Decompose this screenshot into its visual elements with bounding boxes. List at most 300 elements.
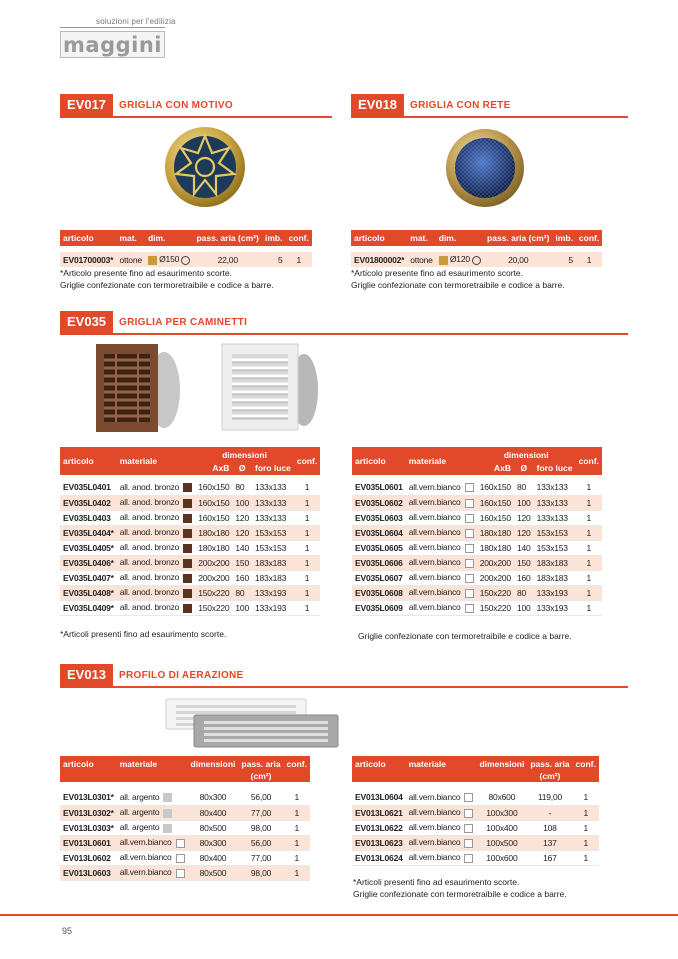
cell-articolo: EV035L0409* bbox=[63, 602, 114, 613]
col-dim: dim. bbox=[436, 230, 484, 246]
col-pass-aria-unit: (cm²) bbox=[238, 769, 283, 782]
table-row bbox=[60, 600, 320, 615]
table-header-row bbox=[60, 230, 312, 246]
cell-pass-aria: 77,00 bbox=[250, 852, 272, 863]
cell-articolo: EV035L0607 bbox=[355, 572, 403, 583]
cell-materiale: all. argento bbox=[119, 822, 160, 833]
cell-foro-luce: 183x183 bbox=[536, 572, 568, 583]
cell-pass-aria: 98,00 bbox=[250, 867, 272, 878]
cell-diameter: 80 bbox=[235, 587, 245, 598]
table-header-row bbox=[60, 756, 310, 769]
color-swatch bbox=[465, 574, 474, 583]
cell-conf: 1 bbox=[586, 572, 592, 583]
ev018-code: EV018 bbox=[351, 94, 404, 116]
cell-axb: 200x200 bbox=[198, 572, 230, 583]
cell-foro-luce: 133x133 bbox=[536, 512, 568, 523]
col-axb: AxB bbox=[477, 460, 514, 475]
cell-articolo: EV035L0402 bbox=[63, 497, 111, 508]
cell-materiale: all.vern.bianco bbox=[408, 852, 461, 863]
cell-foro-luce: 133x133 bbox=[536, 497, 568, 508]
ev017-rule bbox=[60, 116, 332, 118]
table-row bbox=[60, 510, 320, 525]
table-row bbox=[352, 805, 599, 820]
cell-diameter: 120 bbox=[235, 512, 249, 523]
color-swatch bbox=[183, 499, 192, 508]
cell-articolo: EV035L0605 bbox=[355, 542, 403, 553]
table-row bbox=[352, 495, 602, 510]
ev018-title: GRIGLIA CON RETE bbox=[410, 100, 511, 111]
cell-foro-luce: 133x133 bbox=[536, 482, 568, 493]
ev013-right-table bbox=[352, 756, 599, 866]
cell-diameter: 150 bbox=[235, 557, 249, 568]
cell-conf: 1 bbox=[304, 602, 310, 613]
cell-diameter: 100 bbox=[516, 602, 531, 613]
col-pass-aria: pass. aria bbox=[238, 756, 283, 769]
cell-dimensioni: 80x400 bbox=[199, 852, 227, 863]
color-swatch bbox=[176, 854, 185, 863]
cell-materiale: all. argento bbox=[119, 792, 160, 803]
col-mat: mat. bbox=[116, 230, 145, 246]
color-swatch bbox=[163, 793, 172, 802]
color-swatch bbox=[464, 793, 473, 802]
color-swatch bbox=[163, 824, 172, 833]
cell-conf: 1 bbox=[304, 542, 310, 553]
col-imb: imb. bbox=[262, 230, 286, 246]
table-row bbox=[60, 820, 310, 835]
col-conf: conf. bbox=[284, 756, 310, 782]
cell-foro-luce: 183x183 bbox=[536, 557, 568, 568]
cell-dimensioni: 80x300 bbox=[199, 837, 227, 848]
col-dimensioni: dimensioni bbox=[188, 756, 239, 782]
table-row bbox=[60, 555, 320, 570]
color-swatch bbox=[183, 574, 192, 583]
cell-articolo: EV035L0601 bbox=[355, 482, 403, 493]
cell-foro-luce: 133x133 bbox=[255, 482, 287, 493]
cell-materiale: all. anod. bronzo bbox=[119, 482, 180, 493]
cell-articolo: EV013L0603 bbox=[63, 867, 111, 878]
ev035-title: GRIGLIA PER CAMINETTI bbox=[119, 317, 248, 328]
col-dimensioni: dimensioni bbox=[195, 447, 294, 460]
cell-materiale: all.vern.bianco bbox=[408, 557, 461, 568]
cell-articolo: EV013L0602 bbox=[63, 852, 111, 863]
col-materiale: materiale bbox=[406, 756, 477, 782]
table-header-row bbox=[351, 230, 602, 246]
cell-diameter: 80 bbox=[516, 482, 527, 493]
gold-swatch bbox=[148, 256, 157, 265]
color-swatch bbox=[465, 529, 474, 538]
cell-materiale: all.vern.bianco bbox=[408, 542, 461, 553]
ev017-code: EV017 bbox=[60, 94, 113, 116]
grille-mesh-image bbox=[445, 128, 525, 208]
ev035-note-right: Griglie confezionate con termoretraibile e codice a barre. bbox=[358, 631, 572, 641]
ev035-rule bbox=[60, 333, 628, 335]
table-row bbox=[60, 835, 310, 850]
cell-conf: 1 bbox=[304, 557, 310, 568]
table-row bbox=[352, 835, 599, 850]
cell-foro-luce: 133x133 bbox=[255, 512, 287, 523]
col-articolo: articolo bbox=[352, 447, 406, 475]
cell-axb: 200x200 bbox=[479, 557, 511, 568]
ev017-note-1: *Articolo presente fino ad esaurimento scorte. bbox=[60, 268, 232, 278]
cell-conf: 1 bbox=[586, 602, 592, 613]
cell-conf: 1 bbox=[304, 587, 310, 598]
cell-pass-aria: 167 bbox=[543, 852, 557, 863]
cell-diameter: 160 bbox=[516, 572, 531, 583]
col-diameter: Ø bbox=[514, 460, 534, 475]
cell-conf: 1 bbox=[304, 497, 310, 508]
cell-axb: 150x220 bbox=[479, 587, 511, 598]
cell-axb: 160x150 bbox=[479, 512, 511, 523]
brown-fireplace-grille-image bbox=[92, 340, 182, 436]
cell-articolo: EV035L0406* bbox=[63, 557, 114, 568]
cell-diameter: 80 bbox=[516, 587, 527, 598]
grille-pattern-image bbox=[164, 126, 246, 208]
col-axb: AxB bbox=[195, 460, 232, 475]
white-fireplace-grille-image bbox=[220, 342, 320, 436]
cell-articolo: EV013L0604 bbox=[355, 792, 403, 803]
table-row bbox=[352, 585, 602, 600]
cell-articolo: EV035L0401 bbox=[63, 482, 111, 493]
color-swatch bbox=[176, 869, 185, 878]
cell-articolo: EV035L0404* bbox=[63, 527, 114, 538]
cell-axb: 200x200 bbox=[198, 557, 230, 568]
cell-diameter: 150 bbox=[516, 557, 531, 568]
gold-swatch bbox=[439, 256, 448, 265]
cell-pass-aria: 98,00 bbox=[250, 822, 272, 833]
ev013-right-rows bbox=[352, 790, 599, 865]
cell-diameter: 160 bbox=[235, 572, 249, 583]
cell-dimensioni: 100x300 bbox=[486, 807, 518, 818]
cell-axb: 150x220 bbox=[198, 587, 230, 598]
color-swatch bbox=[183, 483, 192, 492]
col-diameter: Ø bbox=[232, 460, 252, 475]
cell-dimensioni: 100x600 bbox=[486, 852, 518, 863]
table-row bbox=[60, 480, 320, 495]
cell-foro-luce: 183x183 bbox=[255, 572, 287, 583]
ev018-note-1: *Articolo presente fino ad esaurimento scorte. bbox=[351, 268, 523, 278]
cell-materiale: all.vern.bianco bbox=[408, 497, 461, 508]
cell-articolo: EV013L0623 bbox=[355, 837, 403, 848]
table-row bbox=[60, 585, 320, 600]
footer-rule bbox=[0, 914, 678, 916]
brand-name: maggini bbox=[63, 32, 162, 57]
color-swatch bbox=[464, 824, 473, 833]
cell-foro-luce: 133x133 bbox=[255, 497, 287, 508]
color-swatch bbox=[464, 809, 473, 818]
cell-foro-luce: 133x193 bbox=[255, 587, 287, 598]
cell-conf: 1 bbox=[304, 527, 310, 538]
cell-materiale: all. anod. bronzo bbox=[119, 602, 180, 613]
col-dimensioni: dimensioni bbox=[477, 447, 576, 460]
cell-materiale: all.vern.bianco bbox=[408, 587, 461, 598]
ev017-title: GRIGLIA CON MOTIVO bbox=[119, 100, 233, 111]
cell-materiale: all. anod. bronzo bbox=[119, 542, 180, 553]
cell-conf: 1 bbox=[583, 852, 588, 863]
ev017-note-2: Griglie confezionate con termoretraibile e codice a barre. bbox=[60, 280, 274, 290]
table-row bbox=[60, 850, 310, 865]
ev035-left-table bbox=[60, 447, 320, 616]
table-row bbox=[352, 570, 602, 585]
cell-axb: 180x180 bbox=[479, 527, 511, 538]
cell-foro-luce: 133x193 bbox=[536, 602, 568, 613]
color-swatch bbox=[465, 544, 474, 553]
cell-articolo: EV035L0405* bbox=[63, 542, 114, 553]
cell-axb: 160x150 bbox=[198, 497, 230, 508]
ev018-rule bbox=[351, 116, 628, 118]
cell-materiale: all.vern.bianco bbox=[408, 482, 461, 493]
color-swatch bbox=[183, 529, 192, 538]
table-header-row bbox=[60, 447, 320, 460]
cell-articolo: EV013L0621 bbox=[355, 807, 403, 818]
cell-conf: 1 bbox=[583, 807, 588, 818]
cell-dimensioni: 80x300 bbox=[199, 792, 227, 803]
col-articolo: articolo bbox=[60, 447, 117, 475]
cell-diameter: 120 bbox=[235, 527, 249, 538]
col-pass-aria-unit: (cm²) bbox=[527, 769, 572, 782]
cell-conf: 1 bbox=[294, 792, 300, 803]
color-swatch bbox=[163, 809, 172, 818]
ev013-note-1: *Articoli presenti fino ad esaurimento scorte. bbox=[353, 877, 520, 887]
cell-materiale: all.vern.bianco bbox=[408, 527, 461, 538]
cell-dimensioni: 80x500 bbox=[199, 867, 227, 878]
cell-dimensioni: 100x400 bbox=[486, 822, 518, 833]
color-swatch bbox=[183, 589, 192, 598]
cell-foro-luce: 133x193 bbox=[255, 602, 287, 613]
col-dim: dim. bbox=[145, 230, 193, 246]
cell-diameter: 120 bbox=[516, 527, 531, 538]
table-row bbox=[352, 510, 602, 525]
table-row bbox=[352, 600, 602, 615]
cell-diameter: 140 bbox=[516, 542, 531, 553]
brand-logo bbox=[60, 31, 165, 58]
ev013-code: EV013 bbox=[60, 664, 113, 686]
round-shape-icon bbox=[472, 256, 481, 265]
cell-conf: 1 bbox=[304, 512, 310, 523]
ev035-right-table bbox=[352, 447, 602, 616]
color-swatch bbox=[465, 514, 474, 523]
col-foro-luce: foro luce bbox=[534, 460, 576, 475]
cell-materiale: all. anod. bronzo bbox=[119, 557, 180, 568]
cell-articolo: EV035L0408* bbox=[63, 587, 114, 598]
cell-articolo: EV035L0606 bbox=[355, 557, 403, 568]
cell-conf: 1 bbox=[586, 557, 592, 568]
cell-materiale: all.vern.bianco bbox=[408, 572, 461, 583]
table-row bbox=[60, 525, 320, 540]
ev013-left-rows bbox=[60, 790, 310, 880]
col-articolo: articolo bbox=[352, 756, 406, 782]
ev035-left-rows bbox=[60, 480, 320, 615]
cell-diameter: 100 bbox=[235, 602, 249, 613]
cell-articolo: EV013L0624 bbox=[355, 852, 403, 863]
cell-pass-aria: 108 bbox=[543, 822, 557, 833]
table-row bbox=[352, 480, 602, 495]
col-conf: conf. bbox=[576, 230, 602, 246]
color-swatch bbox=[464, 839, 473, 848]
cell-foro-luce: 153x153 bbox=[536, 527, 568, 538]
ev035-note-left: *Articoli presenti fino ad esaurimento scorte. bbox=[60, 629, 227, 639]
table-row bbox=[352, 850, 599, 865]
color-swatch bbox=[183, 544, 192, 553]
logo-rule bbox=[60, 27, 165, 28]
cell-pass-aria: 77,00 bbox=[250, 807, 272, 818]
col-pass-aria: pass. aria (cm²) bbox=[193, 230, 262, 246]
cell-articolo: EV035L0602 bbox=[355, 497, 403, 508]
cell-conf: 1 bbox=[586, 542, 592, 553]
ev013-rule bbox=[60, 686, 628, 688]
col-foro-luce: foro luce bbox=[252, 460, 294, 475]
brand-tagline: soluzioni per l'edilizia bbox=[96, 17, 176, 26]
cell-materiale: all.vern.bianco bbox=[119, 837, 172, 848]
cell-articolo: EV035L0608 bbox=[355, 587, 403, 598]
cell-dimensioni: 100x500 bbox=[486, 837, 518, 848]
cell-materiale: all. anod. bronzo bbox=[119, 587, 180, 598]
cell-axb: 160x150 bbox=[479, 482, 511, 493]
ev013-left-table bbox=[60, 756, 310, 881]
cell-conf: 1 bbox=[294, 822, 300, 833]
table-row bbox=[60, 540, 320, 555]
cell-conf: 1 bbox=[294, 807, 300, 818]
cell-axb: 180x180 bbox=[198, 527, 230, 538]
cell-articolo: EV013L0601 bbox=[63, 837, 111, 848]
col-pass-aria: pass. aria (cm²) bbox=[484, 230, 552, 246]
ev017-table bbox=[60, 230, 312, 267]
cell-axb: 180x180 bbox=[479, 542, 511, 553]
cell-diameter: 100 bbox=[235, 497, 249, 508]
cell-conf: 1 bbox=[294, 852, 300, 863]
cell-conf: 1 bbox=[304, 572, 310, 583]
page-number: 95 bbox=[62, 926, 73, 936]
round-shape-icon bbox=[181, 256, 190, 265]
color-swatch bbox=[464, 854, 473, 863]
color-swatch bbox=[465, 604, 474, 613]
cell-conf: 1 bbox=[583, 822, 588, 833]
color-swatch bbox=[183, 604, 192, 613]
cell-foro-luce: 153x153 bbox=[536, 542, 568, 553]
table-header-row bbox=[352, 756, 599, 769]
cell-articolo: EV035L0603 bbox=[355, 512, 403, 523]
cell-foro-luce: 183x183 bbox=[255, 557, 287, 568]
cell-conf: 1 bbox=[583, 837, 588, 848]
cell-articolo: EV035L0403 bbox=[63, 512, 111, 523]
cell-materiale: all. anod. bronzo bbox=[119, 572, 180, 583]
col-conf: conf. bbox=[286, 230, 312, 246]
cell-axb: 180x180 bbox=[198, 542, 230, 553]
cell-materiale: all.vern.bianco bbox=[408, 512, 461, 523]
ev018-table bbox=[351, 230, 602, 267]
cell-articolo: EV035L0407* bbox=[63, 572, 114, 583]
color-swatch bbox=[465, 559, 474, 568]
cell-pass-aria: - bbox=[548, 807, 552, 818]
cell-materiale: all. anod. bronzo bbox=[119, 497, 180, 508]
cell-materiale: all.vern.bianco bbox=[408, 822, 461, 833]
cell-conf: 1 bbox=[583, 792, 588, 803]
table-row bbox=[60, 865, 310, 880]
cell-pass-aria: 137 bbox=[543, 837, 557, 848]
cell-foro-luce: 153x153 bbox=[255, 542, 287, 553]
col-conf: conf. bbox=[294, 447, 320, 475]
table-row bbox=[352, 555, 602, 570]
cell-axb: 160x150 bbox=[479, 497, 511, 508]
cell-articolo: EV013L0301* bbox=[63, 792, 114, 803]
ev035-code: EV035 bbox=[60, 311, 113, 333]
cell-conf: 1 bbox=[294, 867, 300, 878]
cell-foro-luce: 133x193 bbox=[536, 587, 568, 598]
cell-pass-aria: 56,00 bbox=[250, 792, 272, 803]
cell-materiale: all.vern.bianco bbox=[408, 807, 461, 818]
color-swatch bbox=[183, 559, 192, 568]
cell-axb: 150x220 bbox=[479, 602, 511, 613]
table-row bbox=[60, 790, 310, 805]
table-row bbox=[352, 540, 602, 555]
cell-articolo: EV035L0609 bbox=[355, 602, 403, 613]
col-articolo: articolo bbox=[351, 230, 407, 246]
col-dimensioni: dimensioni bbox=[476, 756, 527, 782]
color-swatch bbox=[176, 839, 185, 848]
cell-dimensioni: 80x400 bbox=[199, 807, 227, 818]
table-row bbox=[352, 790, 599, 805]
cell-axb: 150x220 bbox=[198, 602, 230, 613]
cell-articolo: EV013L0622 bbox=[355, 822, 403, 833]
cell-materiale: all.vern.bianco bbox=[408, 837, 461, 848]
table-row bbox=[352, 820, 599, 835]
cell-conf: 1 bbox=[586, 497, 592, 508]
col-articolo: articolo bbox=[60, 756, 117, 782]
table-row bbox=[352, 525, 602, 540]
cell-materiale: all. anod. bronzo bbox=[119, 512, 180, 523]
cell-conf: 1 bbox=[586, 512, 592, 523]
cell-dimensioni: 80x500 bbox=[199, 822, 227, 833]
table-row: EV01700003* ottone Ø150 22,00 5 1 bbox=[60, 252, 312, 267]
cell-diameter: 120 bbox=[516, 512, 531, 523]
cell-materiale: all.vern.bianco bbox=[408, 792, 461, 803]
col-materiale: materiale bbox=[406, 447, 477, 475]
cell-materiale: all.vern.bianco bbox=[408, 602, 461, 613]
table-header-row bbox=[352, 447, 602, 460]
cell-axb: 160x150 bbox=[198, 482, 230, 493]
cell-materiale: all.vern.bianco bbox=[119, 852, 172, 863]
cell-pass-aria: 119,00 bbox=[537, 792, 563, 803]
cell-dimensioni: 80x600 bbox=[488, 792, 516, 803]
cell-articolo: EV035L0604 bbox=[355, 527, 403, 538]
cell-materiale: all. argento bbox=[119, 807, 160, 818]
table-row bbox=[60, 805, 310, 820]
table-row bbox=[60, 570, 320, 585]
table-row bbox=[60, 495, 320, 510]
cell-conf: 1 bbox=[294, 837, 300, 848]
cell-materiale: all.vern.bianco bbox=[119, 867, 172, 878]
ev013-title: PROFILO DI AERAZIONE bbox=[119, 670, 244, 681]
cell-conf: 1 bbox=[586, 587, 592, 598]
col-conf: conf. bbox=[573, 756, 599, 782]
table-row: EV01800002* ottone Ø120 20,00 5 1 bbox=[351, 252, 602, 267]
cell-conf: 1 bbox=[304, 482, 310, 493]
ev018-note-2: Griglie confezionate con termoretraibile e codice a barre. bbox=[351, 280, 565, 290]
air-profile-image bbox=[164, 697, 340, 749]
col-imb: imb. bbox=[552, 230, 575, 246]
cell-materiale: all. anod. bronzo bbox=[119, 527, 180, 538]
cell-articolo: EV013L0303* bbox=[63, 822, 114, 833]
cell-diameter: 100 bbox=[516, 497, 531, 508]
cell-conf: 1 bbox=[586, 482, 592, 493]
color-swatch bbox=[183, 514, 192, 523]
cell-axb: 200x200 bbox=[479, 572, 511, 583]
ev035-right-rows bbox=[352, 480, 602, 615]
cell-pass-aria: 56,00 bbox=[250, 837, 272, 848]
cell-diameter: 140 bbox=[235, 542, 249, 553]
col-materiale: materiale bbox=[117, 756, 188, 782]
col-pass-aria: pass. aria bbox=[527, 756, 572, 769]
color-swatch bbox=[465, 589, 474, 598]
